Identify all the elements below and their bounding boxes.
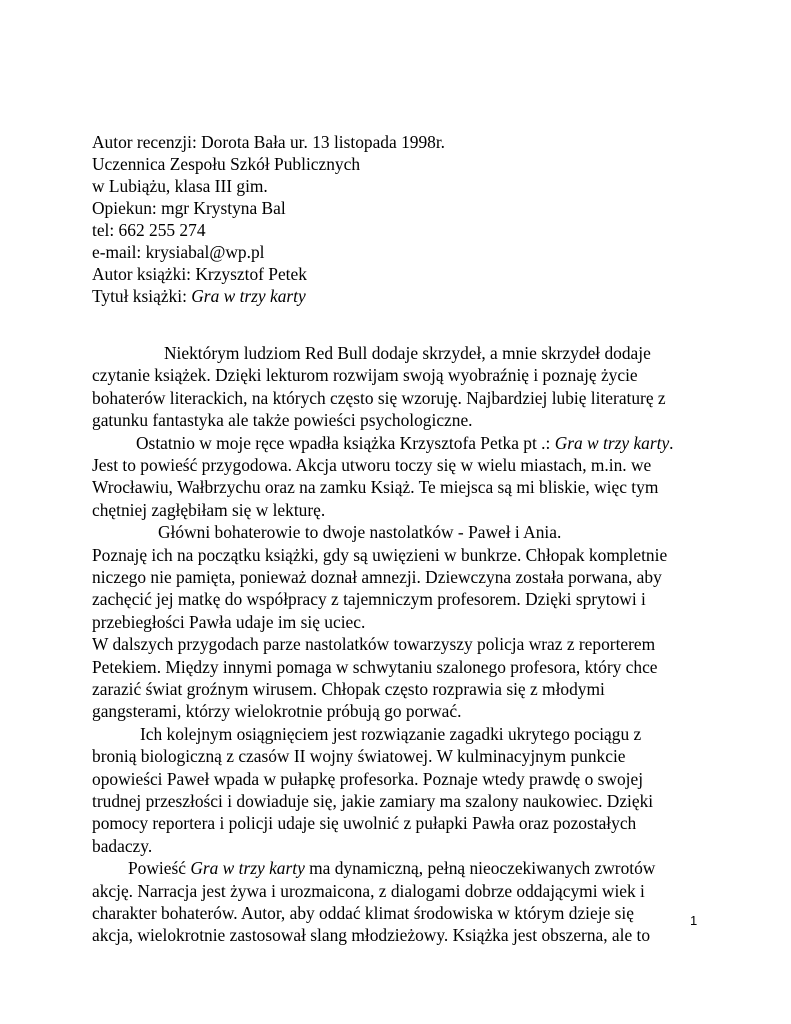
text-line: zarazić świat groźnym wirusem. Chłopak często rozprawia się z młodymi bbox=[92, 678, 605, 699]
book-title-inline: Gra w trzy karty bbox=[190, 858, 305, 879]
text-line: badaczy. bbox=[92, 835, 153, 856]
email-line: e-mail: krysiabal@wp.pl bbox=[92, 242, 265, 262]
paragraph-7 bbox=[92, 857, 712, 947]
text-line: W dalszych przygodach parze nastolatków towarzyszy policja wraz z reporterem bbox=[92, 634, 656, 655]
text-line: akcję. Narracja jest żywa i urozmaicona, z dialogami dobrze oddającymi wiek i bbox=[92, 880, 645, 901]
text-line: charakter bohaterów. Autor, aby oddać klimat środowiska w którym dzieje się bbox=[92, 902, 634, 923]
text-line: opowieści Paweł wpada w pułapkę profesorka. Poznaje wtedy prawdę o swojej bbox=[92, 768, 644, 789]
text-line: bronią biologiczną z czasów II wojny światowej. W kulminacyjnym punkcie bbox=[92, 746, 626, 767]
paragraph-3 bbox=[92, 521, 712, 543]
supervisor-line: Opiekun: mgr Krystyna Bal bbox=[92, 198, 286, 218]
text-line: trudnej przeszłości i dowiaduje się, jakie zamiary ma szalony naukowiec. Dzięki bbox=[92, 790, 654, 811]
paragraph-5 bbox=[92, 633, 712, 723]
book-author-line: Autor książki: Krzysztof Petek bbox=[92, 264, 307, 284]
page-number: 1 bbox=[690, 913, 698, 928]
text-fragment: ma dynamiczną, pełną nieoczekiwanych zwrotów bbox=[304, 858, 656, 879]
text-line: zachęcić jej matkę do współpracy z tajemniczym profesorem. Dzięki sprytowi i bbox=[92, 589, 646, 610]
text-line: Wrocławiu, Wałbrzychu oraz na zamku Książ. Te miejsca są mi bliskie, więc tym bbox=[92, 477, 659, 498]
text-line: Ich kolejnym osiągnięciem jest rozwiązanie zagadki ukrytego pociągu z bbox=[140, 723, 642, 744]
text-line: niczego nie pamięta, ponieważ doznał amnezji. Dziewczyna została porwana, aby bbox=[92, 566, 662, 587]
school-location-line: w Lubiążu, klasa III gim. bbox=[92, 176, 268, 196]
text-line: chętniej zagłębiłam się w lekturę. bbox=[92, 499, 326, 520]
text-line: bohaterów literackich, na których często się wzoruję. Najbardziej lubię literaturę z bbox=[92, 387, 666, 408]
text-fragment: Ostatnio w moje ręce wpadła książka Krzysztofa Petka pt .: bbox=[136, 432, 555, 453]
book-title: Gra w trzy karty bbox=[191, 286, 306, 306]
text-line: akcja, wielokrotnie zastosował slang młodzieżowy. Książka jest obszerna, ale to bbox=[92, 925, 651, 946]
paragraph-1 bbox=[92, 342, 712, 432]
text-line bbox=[92, 432, 712, 454]
text-line: gatunku fantastyka ale także powieści psychologiczne. bbox=[92, 410, 473, 431]
text-line: Główni bohaterowie to dwoje nastolatków - Paweł i Ania. bbox=[158, 522, 562, 543]
paragraph-2 bbox=[92, 432, 712, 522]
paragraph-6 bbox=[92, 723, 712, 857]
text-line: Petekiem. Między innymi pomaga w schwytaniu szalonego profesora, który chce bbox=[92, 656, 658, 677]
text-line: pomocy reportera i policji udaje się uwolnić z pułapki Pawła oraz pozostałych bbox=[92, 813, 637, 834]
text-line: przebiegłości Pawła udaje im się uciec. bbox=[92, 611, 366, 632]
text-line: czytanie książek. Dzięki lekturom rozwijam swoją wyobraźnię i poznaję życie bbox=[92, 365, 638, 386]
text-line: Niektórym ludziom Red Bull dodaje skrzydeł, a mnie skrzydeł dodaje bbox=[164, 343, 651, 363]
text-line: gangsterami, którzy wielokrotnie próbują go porwać. bbox=[92, 701, 462, 722]
text-line bbox=[92, 857, 712, 879]
paragraph-4 bbox=[92, 544, 712, 634]
text-fragment: . bbox=[669, 432, 674, 453]
book-title-line bbox=[92, 285, 306, 307]
review-author-line: Autor recenzji: Dorota Bała ur. 13 listopada 1998r. bbox=[92, 132, 446, 152]
text-line: Jest to powieść przygodowa. Akcja utworu toczy się w wielu miastach, m.in. we bbox=[92, 454, 652, 475]
book-title-inline: Gra w trzy karty bbox=[554, 432, 670, 453]
book-title-label: Tytuł książki: bbox=[92, 286, 192, 306]
text-fragment: Powieść bbox=[128, 858, 191, 879]
text-line: Poznaję ich na początku książki, gdy są uwięzieni w bunkrze. Chłopak kompletnie bbox=[92, 544, 668, 565]
phone-line: tel: 662 255 274 bbox=[92, 220, 206, 240]
school-line: Uczennica Zespołu Szkół Publicznych bbox=[92, 154, 361, 174]
